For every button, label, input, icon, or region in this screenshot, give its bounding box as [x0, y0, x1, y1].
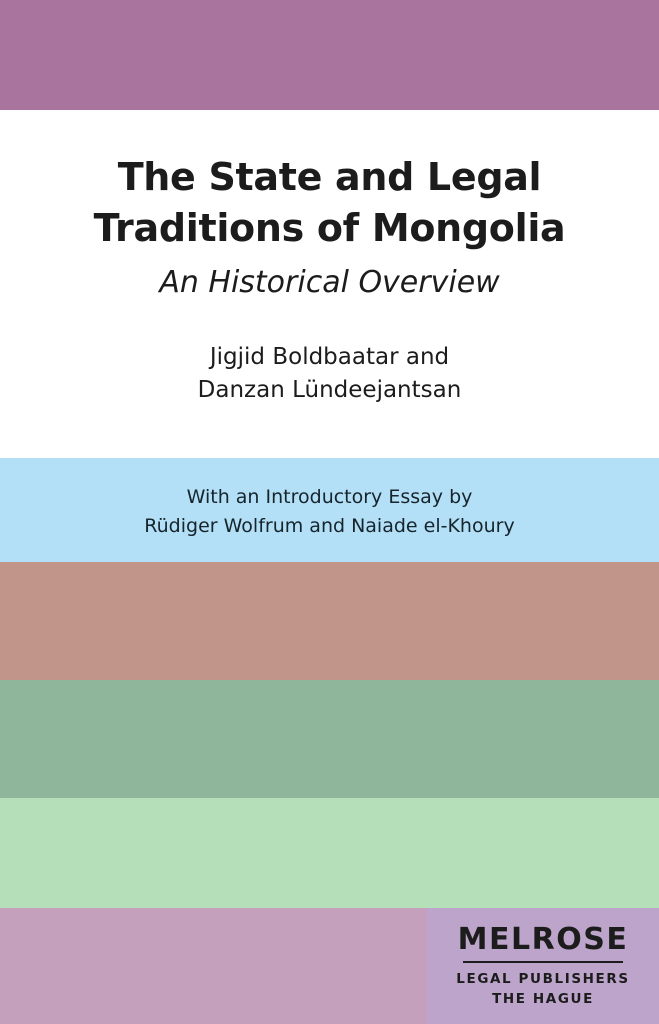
bottom-color-band — [0, 908, 659, 1024]
author-line-2: Danzan Lündeejantsan — [197, 376, 462, 403]
mint-color-band — [0, 798, 659, 908]
page-title — [40, 152, 619, 255]
publisher-logo — [427, 908, 659, 1024]
author-line-1: Jigjid Boldbaatar and — [209, 343, 450, 370]
publisher-subtitle-line-2: THE HAGUE — [492, 991, 594, 1007]
top-color-band — [0, 0, 659, 110]
publisher-name: MELROSE — [457, 921, 629, 957]
sage-color-band — [0, 680, 659, 798]
publisher-subtitle — [456, 969, 629, 1010]
title-area — [0, 110, 659, 458]
essay-credit-line-2: Rüdiger Wolfrum and Naiade el-Khoury — [144, 514, 515, 537]
author-block — [40, 341, 619, 408]
essay-credit-line-1: With an Introductory Essay by — [186, 486, 473, 508]
title-line-1: The State and Legal — [117, 155, 542, 199]
title-line-2: Traditions of Mongolia — [93, 206, 566, 251]
rose-color-band — [0, 562, 659, 680]
subtitle: An Historical Overview — [159, 264, 500, 300]
publisher-subtitle-line-1: LEGAL PUBLISHERS — [456, 970, 630, 987]
introductory-essay-band — [0, 458, 659, 562]
publisher-divider — [463, 961, 623, 963]
